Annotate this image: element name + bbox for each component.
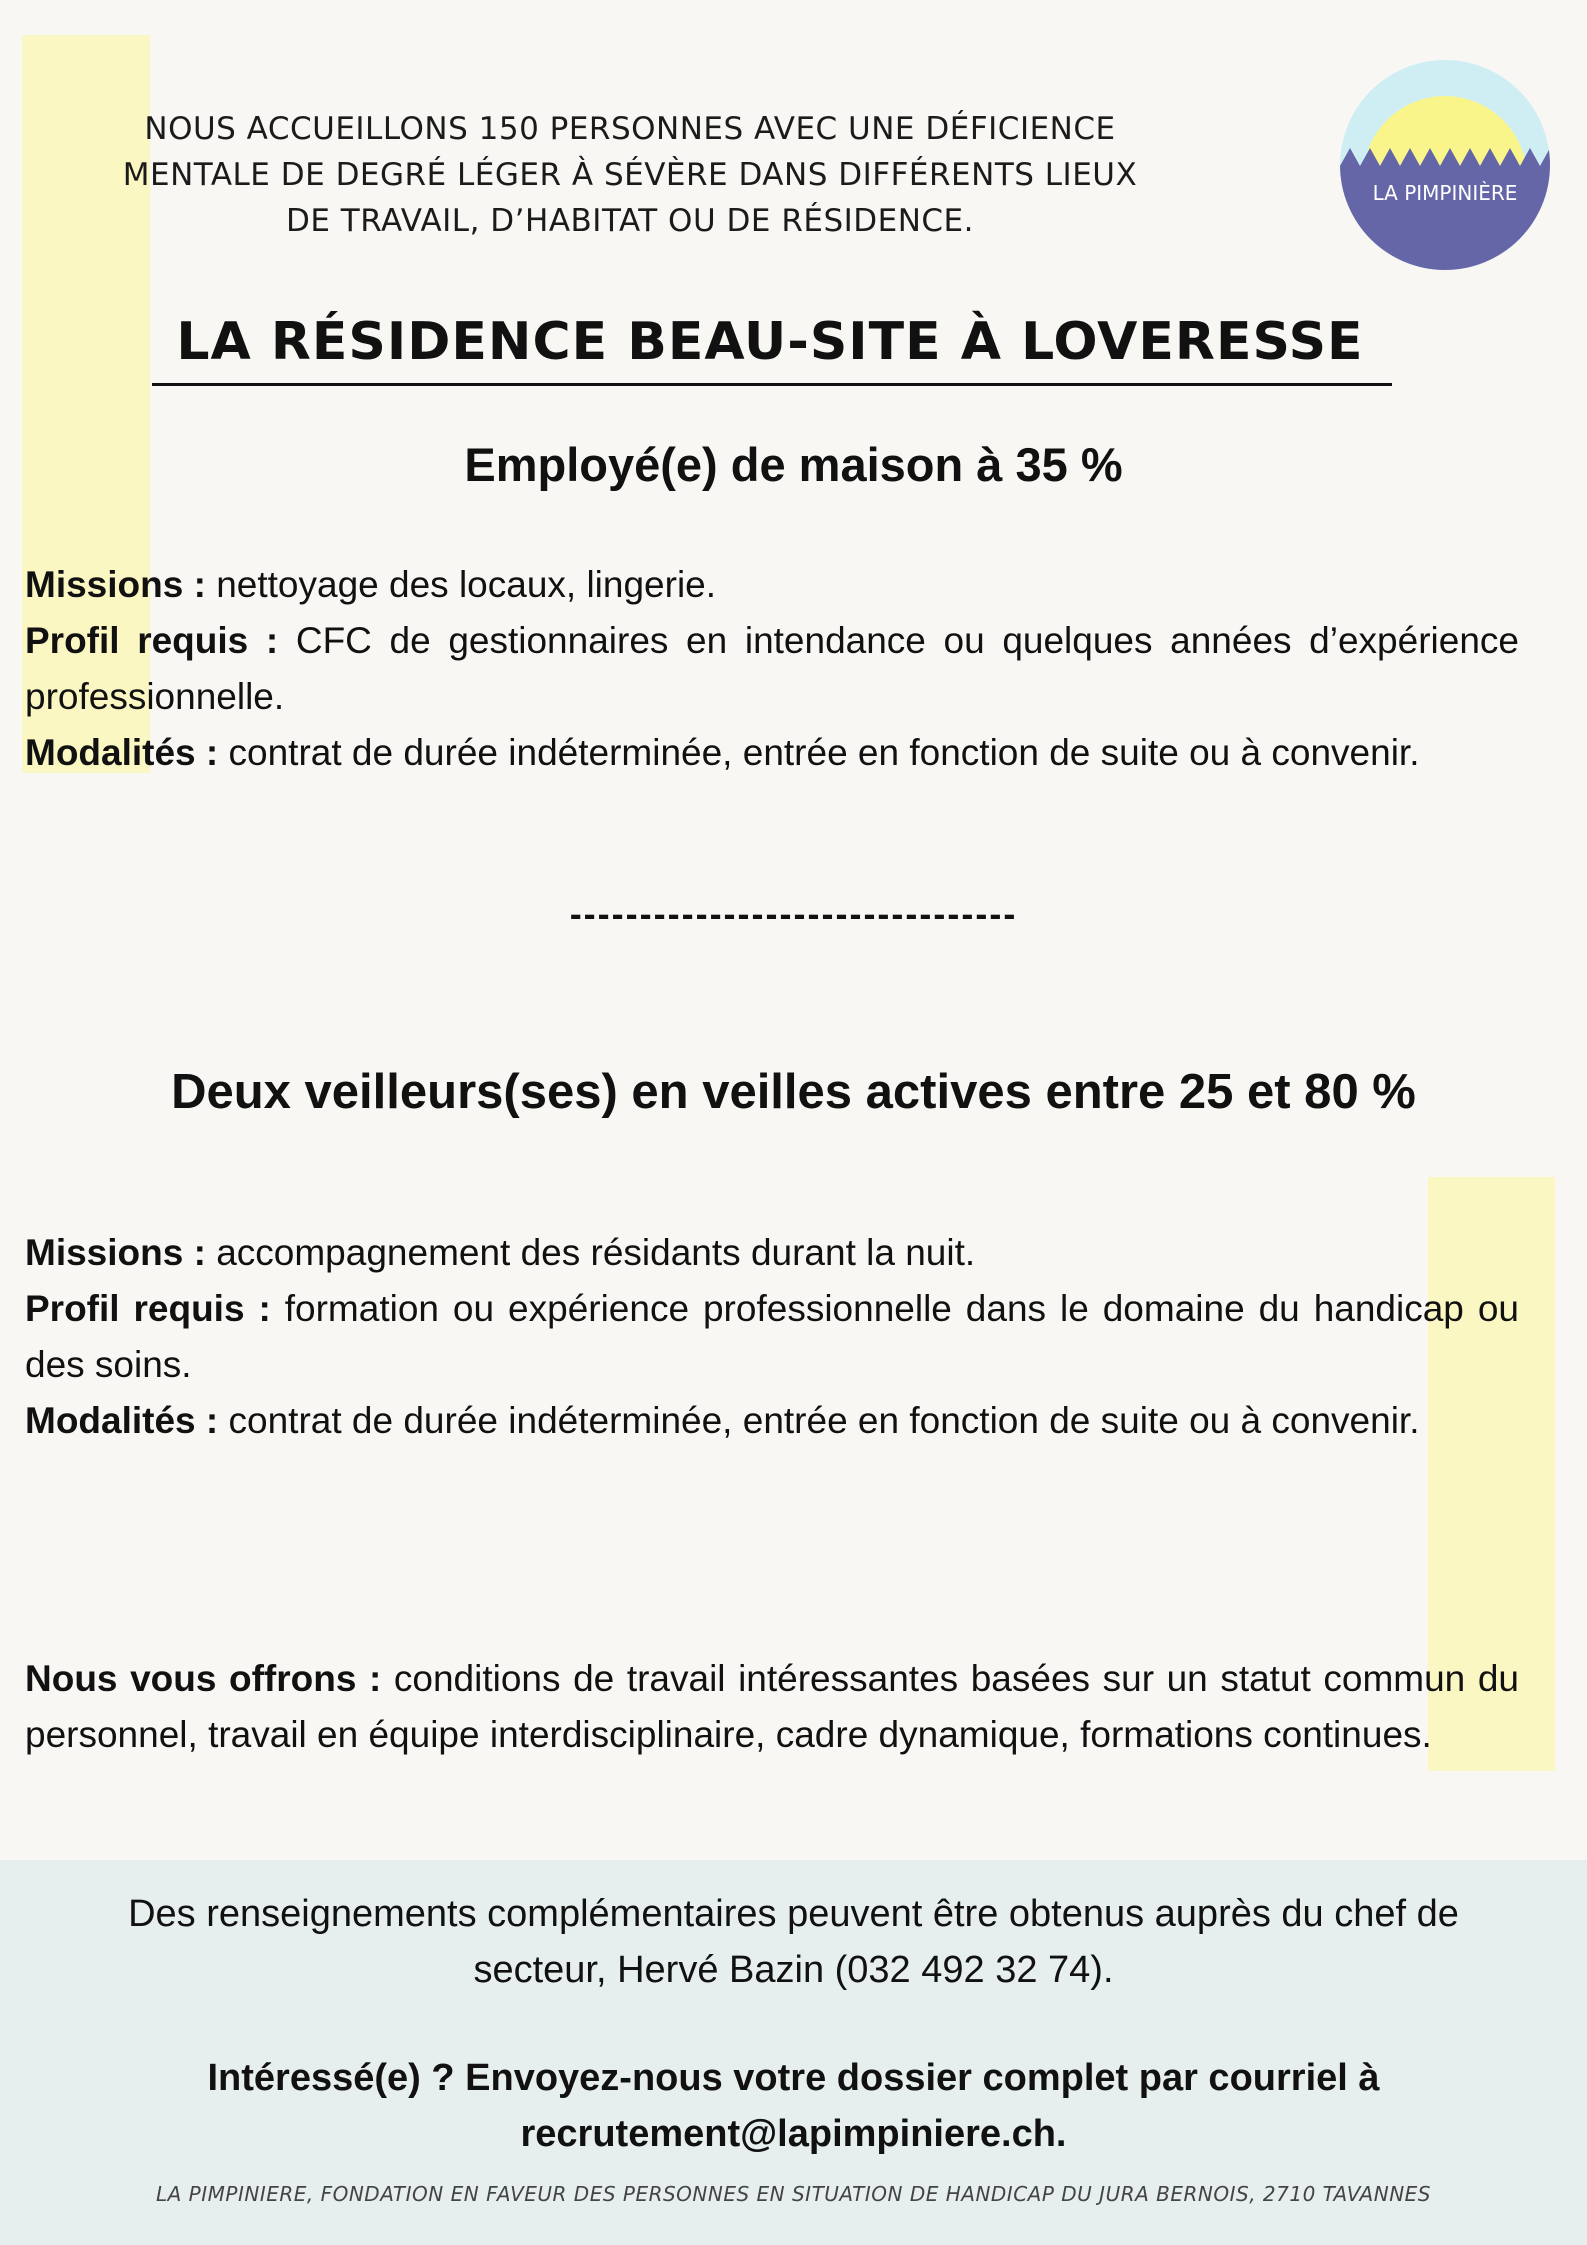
job1-profil: [25, 613, 1519, 725]
job-title-1: Employé(e) de maison à 35 %: [464, 438, 1123, 491]
footer: [0, 1860, 1587, 2245]
footer-cta: [0, 2050, 1587, 2162]
intro-line: NOUS ACCUEILLONS 150 PERSONNES AVEC UNE DÉFICIENCE: [144, 111, 1116, 147]
missions-text: nettoyage des locaux, lingerie.: [205, 564, 717, 605]
job1-modalites: [25, 725, 1519, 781]
pimpiniere-logo: [1340, 60, 1550, 270]
profil-text: CFC de gestionnaires en intendance ou quelques années d’expérience professionnelle.: [25, 620, 1519, 717]
email-link[interactable]: recrutement@lapimpiniere.ch.: [520, 2113, 1067, 2155]
intro-line: DE TRAVAIL, D’HABITAT OU DE RÉSIDENCE.: [285, 203, 974, 239]
profil-label: Profil requis :: [25, 1288, 271, 1329]
section-separator: --------------------------------: [569, 893, 1018, 934]
job-details-1: [25, 557, 1519, 781]
modalites-label: Modalités :: [25, 732, 219, 773]
missions-label: Missions :: [25, 564, 206, 605]
logo-text: LA PIMPINIÈRE: [1372, 181, 1518, 205]
modalites-text: contrat de durée indéterminée, entrée en fonction de suite ou à convenir.: [218, 1400, 1420, 1441]
footer-info: [0, 1886, 1587, 1998]
job2-profil: [25, 1281, 1519, 1393]
offer-paragraph: [25, 1651, 1519, 1763]
intro-line: MENTALE DE DEGRÉ LÉGER À SÉVÈRE DANS DIFFÉRENTS LIEUX: [122, 157, 1138, 193]
intro-text: [80, 106, 1180, 244]
footer-cta-line: Intéressé(e) ? Envoyez-nous votre dossier complet par courriel à: [207, 2057, 1380, 2099]
modalites-label: Modalités :: [25, 1400, 219, 1441]
job2-missions: [25, 1225, 1519, 1281]
footer-info-line: Des renseignements complémentaires peuvent être obtenus auprès du chef de: [128, 1893, 1459, 1935]
profil-text: formation ou expérience professionnelle dans le domaine du handicap ou des soins.: [25, 1288, 1519, 1385]
title-underline: [152, 383, 1392, 386]
job-details-2: [25, 1225, 1519, 1449]
missions-text: accompagnement des résidants durant la nuit.: [205, 1232, 976, 1273]
footer-legal: LA PIMPINIERE, FONDATION EN FAVEUR DES PERSONNES EN SITUATION DE HANDICAP DU JURA BERNOIS, 2710 TAVANNES: [156, 2182, 1431, 2206]
offer-text: conditions de travail intéressantes basées sur un statut commun du personnel, travail en équipe interdisciplinaire, cadre dynamique, formations continues.: [25, 1658, 1519, 1755]
missions-label: Missions :: [25, 1232, 206, 1273]
job2-modalites: [25, 1393, 1519, 1449]
job-title-2: Deux veilleurs(ses) en veilles actives entre 25 et 80 %: [171, 1065, 1416, 1119]
offer-label: Nous vous offrons :: [25, 1658, 382, 1699]
page-title: LA RÉSIDENCE BEAU-SITE À LOVERESSE: [176, 312, 1364, 372]
profil-label: Profil requis :: [25, 620, 279, 661]
footer-info-line: secteur, Hervé Bazin (032 492 32 74).: [473, 1949, 1114, 1991]
modalites-text: contrat de durée indéterminée, entrée en fonction de suite ou à convenir.: [218, 732, 1420, 773]
job1-missions: [25, 557, 1519, 613]
offer-section: [25, 1651, 1519, 1763]
